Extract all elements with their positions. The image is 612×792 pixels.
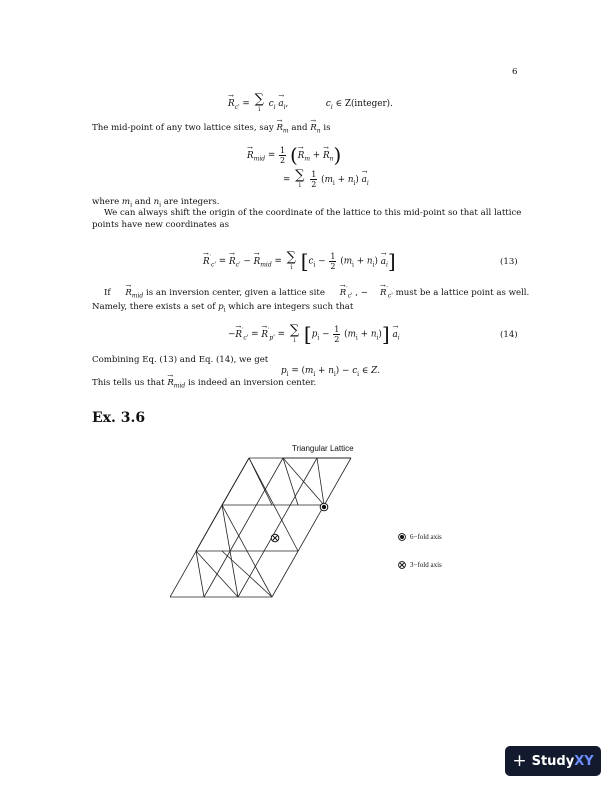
eq-top-condition: ∈ Z(integer).	[335, 99, 393, 109]
paragraph-conclusion: This tells us that → $R_{mid}$ is indeed an inversion center.	[92, 378, 316, 392]
legend-item-3-fold	[398, 560, 442, 570]
plus-icon: +	[512, 751, 527, 771]
equation-lattice-vector: → $R_{c'}$ = ∑ i $c_i \to a_i$, $c_i$ ∈ Z(integer).	[228, 94, 393, 113]
lattice-line	[272, 458, 351, 597]
equation-13-number: (13)	[500, 257, 518, 267]
crossed-circle-marker-icon	[398, 561, 406, 569]
page-number: 6	[512, 67, 518, 77]
equation-midpoint-line2: = ∑ i $\frac{1}{2}$ $(m_i + n_i) \to a_i$	[283, 170, 369, 189]
equation-13: → $R'_{c'}$ = → $R_{c'}$ − → $R_{mid}$ = ∑ i [$c_i$ − $\frac{1}{2}$ $(m_i + n_i) \to a_i$]	[203, 249, 396, 273]
section-heading: Ex. 3.6	[92, 410, 146, 426]
logo-text-accent: XY	[574, 753, 594, 769]
logo-text-main: Study	[531, 753, 575, 769]
lattice-line	[204, 458, 283, 597]
paragraph-shift-origin: We can always shift the origin of the coordinate of the lattice to this mid-point so that all lattice points have new coordinates as	[92, 208, 522, 230]
lattice-line	[196, 505, 222, 551]
figure-legend	[398, 532, 442, 570]
equation-midpoint-line1: → $R_{mid}$ = $\frac{1}{2}$ (→ $R_m$ + → $R_n$)	[247, 143, 341, 167]
legend-label-3-fold: 3−fold axis	[410, 561, 442, 569]
legend-item-6-fold	[398, 532, 442, 542]
paragraph-midpoint-intro: The mid-point of any two lattice sites, say → $R_m$ and → $R_n$ is	[92, 123, 331, 137]
studyxy-logo	[505, 746, 601, 776]
eq-top-lhs: → R	[228, 99, 235, 109]
paragraph-combining: Combining Eq. (13) and Eq. (14), we get	[92, 355, 269, 365]
legend-label-6-fold: 6−fold axis	[410, 533, 442, 541]
three-fold-axis-marker	[271, 534, 279, 542]
paragraph-inversion-condition: $If \to R_{mid}$ is an inversion center, given a lattice site → $R'_{c'}$ , −→ $R'_{c'}$ must be a lattice point as well. Namely, there exists a set of $p_i$ which are integers such that	[92, 284, 532, 316]
filled-circle-marker-icon	[398, 533, 406, 541]
lattice-line	[222, 551, 272, 597]
equation-p: $p_i = (m_i + n_i) - c_i$ ∈ Z.	[281, 366, 381, 378]
lattice-line	[222, 458, 249, 505]
figure-title: Triangular Lattice	[292, 444, 354, 453]
equation-14: −→ $R'_{c'}$ = → $R'_{p'}$ = ∑ i [$p_i$ − $\frac{1}{2}$ $(m_i + n_i)] \to a_i$	[228, 322, 400, 346]
triangular-lattice-figure	[170, 456, 360, 604]
six-fold-axis-marker	[320, 503, 328, 511]
equation-14-number: (14)	[500, 330, 518, 340]
paragraph-integers: where $m_i$ and $n_i$ are integers.	[92, 197, 220, 209]
lattice-line	[283, 458, 298, 505]
lattice-line	[196, 551, 238, 597]
